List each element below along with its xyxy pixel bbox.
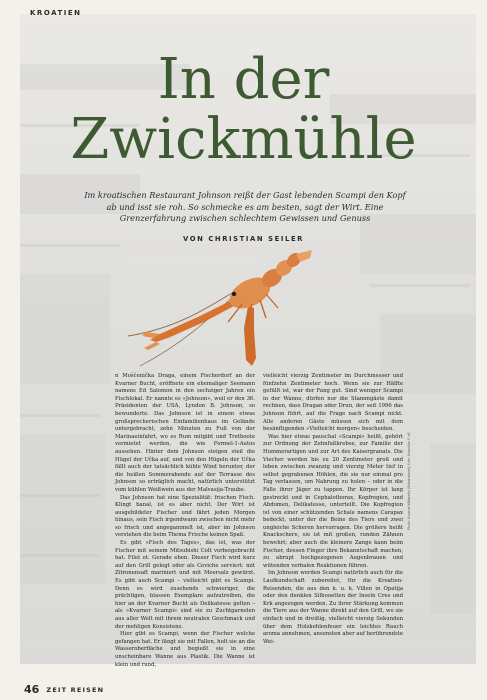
headline-line-1: In der	[157, 47, 330, 112]
byline: VON CHRISTIAN SEILER	[182, 235, 305, 243]
paragraph: Das Johnson hat eine Spezialität: frischen Fisch. Klingt banal, ist es aber nicht. Der Wirt ist ausgebildeter Fischer und fährt jeden Morgen hinaus, sein Fisch irgendwann zwischen nicht mehr so frisch und angegammelt ist, aber im Johnson verstehen die beim Thema Frische keinen Spaß.	[115, 494, 255, 539]
page-number: 46	[24, 683, 40, 696]
article-column-1	[115, 373, 255, 668]
bg-line	[20, 554, 100, 557]
bg-block	[20, 434, 105, 584]
paragraph: n Moščenička Draga, einem Fischerdorf an der Kvarner Bucht, eröffnete ein ehemaliger Seemann namens Ed Salomon in den sechziger Jahren ein Fischlokal. Er nannte es »Johnson«, weil er den 36. Präsidenten der USA, Lyndon B. Johnson, so bewunderte. Das Johnson ist in einem etwas großsprecherischen Einfamilienhaus im Gelände untergebracht, zehn Minuten zu Fuß von der Marinaeinfahrt, wo es Rum mitgibt und Tretboote vermietet werden, die wie Formel-1-Autos aussehen. Hinter dem Johnson steigen steil die Hügel der Učka auf, und von den Hügeln der Učka fällt auch der tatsächlich kühle Wind herunter, der die heißen Sommerabende auf der Terrasse des Johnson so erträglich macht, natürlich unterstützt vom kühlen Weißwein aus der Malvasija-Traube.	[115, 373, 255, 493]
paragraph: Was hier etwas pauschal »Scampi« heißt, gehört zur Ordnung der Zehnfußkrebse, zur Familie der Hummerartigen und zur Art des Kaisergranats. Die Viecher werden bis zu 20 Zentimeter groß und leben zwischen zwanzig und vierzig Meter tief in selbst gegrabenen Höhlen, die sie nur einmal pro Tag verlassen, um Nahrung zu holen – oder in die Falle ihrer Jäger zu tappen. Ihr Körper ist lang gestreckt und in Cephalothorax, Kopfregion, und Abdomen, Delikatesse, unterteilt. Die Kopfregion ist von einer schützenden Schale namens Carapax bedeckt, unter der die Beine des Tiers und zwei ungleiche Scheren hervorragen. Die größere heißt Knackschere, sie ist mit großen, runden Zähnen bewehrt; aber auch die kleinere Zange kann beim Fischer, dessen Finger ihre Bekanntschaft machen, zu abrupt hochgezogenen Augenbrauen und wütenden verbalen Reaktionen führen.	[263, 433, 403, 569]
page-footer	[24, 679, 104, 698]
paragraph: Es gibt »Fisch des Tages«, das ist, was der Fischer mit seinem Mitsubishi Colt vorbeigebracht hat. Filet et. Gerade eben. Dieser Fisch wird kurz auf den Grill gelegt oder als Ceviche serviert: mit Zitronensaft mariniert und mit Meersalz gewürzt. Es gibt auch Scampi – vielleicht gibt es Scampi. Denn es wird zusehends schwieriger, die prächtigen, blassen Exemplare aufzutreiben, die hier an der Kvarner Bucht als Delikatesse gelten – als »Kvarner Scampi« sind sie zu Zuchtgarnelen aus aller Welt mit ihrem neutralen Geschmack und der mehligen Konsistenz.	[115, 540, 255, 630]
scampi-photo	[120, 248, 320, 368]
paragraph: Hier gibt es Scampi, wenn der Fischer welche gefangen hat. Er fängt sie mit Fallen, holt sie an die Wasseroberfläche und begießt sie in eine unscheinbare Wanne aus Plastik. Die Wanne ist klein und rund,	[115, 631, 255, 668]
bg-line	[20, 244, 120, 247]
scampi-illustration	[128, 250, 312, 366]
lede-paragraph: Im kroatischen Restaurant Johnson reißt der Gast lebenden Scampi den Kopf ab und isst sie roh. So schmecke es am besten, sagt der Wirt. Eine Grenzerfahrung zwischen schlechtem Gewissen und Genuss	[84, 190, 406, 223]
photo-credit: Photo: Kvarner-Wikipedia (Kriminalamt); Foto: Kropotkin P. sff	[407, 432, 411, 530]
publication-name: ZEIT REISEN	[46, 685, 105, 694]
article-column-2	[263, 373, 403, 643]
bg-block	[20, 274, 110, 384]
bg-line	[20, 494, 100, 497]
bg-line	[370, 284, 470, 287]
headline-line-2: Zwickmühle	[70, 107, 417, 172]
section-label: KROATIEN	[30, 9, 82, 17]
bg-block	[430, 444, 476, 614]
bg-line	[20, 414, 100, 417]
paragraph: Im Johnson werden Scampi natürlich auch für die Laufkundschaft zubereitet, für die Kroatien-Reisenden, die aus den k. u. k. Villen in Opatija oder den dunklen Silhouetten der Inseln Cres und Krk angezogen werden. Zu ihrer Stärkung kommen die Tiere aus der Wanne direkt auf den Grill, wo sie einfach und in dreißig, vielleicht vierzig Sekunden über dem Holzkohlenfeuer ein leichtes Rauch aroma annehmen, ansonsten aber auf berührendste Wei-	[263, 570, 403, 645]
paragraph: vielleicht vierzig Zentimeter im Durchmesser und fünfzehn Zentimeter hoch. Wenn sie zur Hälfte gefüllt ist, war der Fang gut. Sind weniger Scampi in der Wanne, dürfen nur die Stammgäste damit rechnen, dass Dragan oder Drun, der seit 1996 das Johnson führt, auf die Frage nach Scampi nickt. Alle anderen Gäste müssen sich mit dem besänftigenden »Vielleicht morgen« bescheiden.	[263, 373, 403, 433]
